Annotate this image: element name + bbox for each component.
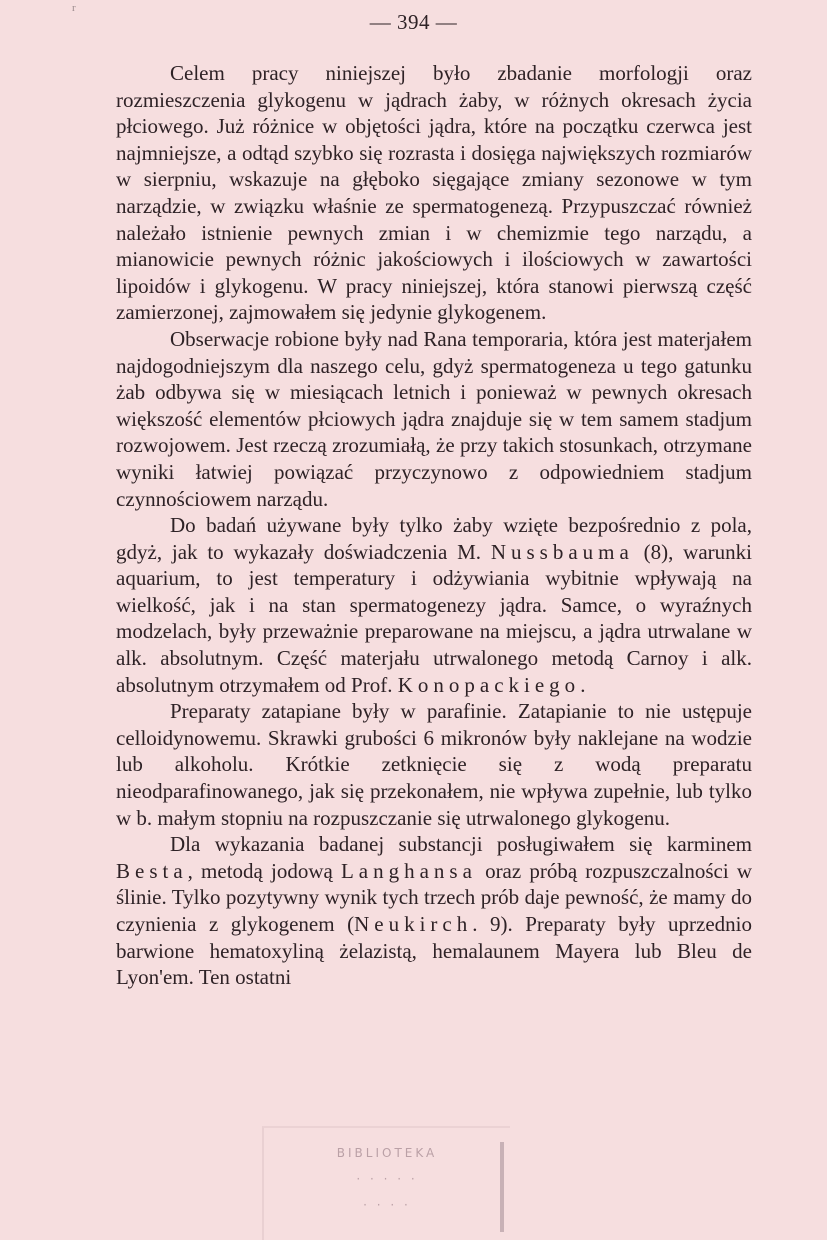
paragraph-5-text-d: . 9). Preparaty były uprzednio barwione hematoxyliną żelazistą, hemalaunem Mayera lub Bleu de Lyon'em. Ten ostatni [116, 912, 753, 990]
author-name-neukirch: Neukirch [354, 912, 473, 936]
paragraph-1: Celem pracy niniejszej było zbadanie morfologji oraz rozmieszczenia glykogenu w jądrach żaby, w różnych okresach życia płciowego. Już różnice w objętości jądra, które na początku czerwca jest najmniejsze, a odtąd szybko się rozrasta i dosięga największych rozmiarów w sierpniu, wskazuje na głęboko sięgające zmiany sezonowe w tym narządzie, w związku właśnie ze spermatogenezą. Przypuszczać również należało istnienie pewnych zmian i w chemizmie tego narządu, a mianowicie pewnych różnic jakościowych i ilościowych w zawartości lipoidów i glykogenu. W pracy niniejszej, która stanowi pierwszą część zamierzonej, zajmowałem się jedynie glykogenem. [116, 61, 752, 325]
author-name-nussbaum: Nussbauma [490, 539, 634, 564]
paragraph-3-text-c: . [580, 672, 586, 697]
paragraph-5-text-b: , metodą jodową [187, 858, 333, 883]
paragraph-3-text-b: (8), warunki aquarium, to jest temperatury i odżywiania wybitnie wpływają na wielkość, jak i na stan spermatogenezy jądra. Samce, o wyraźnych modzelach, były przeważnie preparowane na miejscu, a jądra utrwalane w alk. absolutnym. Część materjału utrwalonego metodą Carnoy i alk. absolutnym otrzymałem od Prof. [116, 539, 752, 697]
stamp-line-3: · · · · [363, 1198, 411, 1212]
stamp-line-1: BIBLIOTEKA [336, 1146, 438, 1160]
paragraph-3 [116, 512, 752, 698]
paragraph-4: Preparaty zatapiane były w parafinie. Zatapianie to nie ustępuje celloidynowemu. Skrawki grubości 6 mikronów były naklejane na wodzie lub alkoholu. Krótkie zetknięcie się z wodą preparatu nieodparafinowanego, jak się przekonałem, nie wpływa zupełnie, lub tylko w b. małym stopniu na rozpuszczanie się utrwalonego glykogenu. [116, 699, 752, 830]
page-corner-mark: r [72, 2, 76, 14]
stamp-line-2: · · · · · [356, 1172, 418, 1186]
paragraph-2: Obserwacje robione były nad Rana temporaria, która jest materjałem najdogodniejszym dla naszego celu, gdyż spermatogeneza u tego gatunku żab odbywa się w miesiącach letnich i ponieważ w pewnych okresach większość elementów płciowych jądra znajduje się w tem samem stadjum rozwojowem. Jest rzeczą zrozumiałą, że przy takich stosunkach, otrzymane wyniki łatwiej powiązać przyczynowo z odpowiedniem stadjum czynnościowem narządu. [116, 326, 752, 511]
paragraph-5-text-a: Dla wykazania badanej substancji posługiwałem się karminem [170, 832, 752, 857]
library-stamp [262, 1126, 510, 1240]
author-name-konopacki: Konopackiego [397, 672, 581, 697]
paragraph-5 [116, 831, 752, 991]
page-number: — 394 — [369, 10, 458, 34]
paragraph-3-text-a: Do badań używane były tylko żaby wzięte bezpośrednio z pola, gdyż, jak to wykazały doświadczenia M. [116, 513, 752, 564]
author-name-langhans: Langhansa [340, 858, 477, 883]
stamp-bar [500, 1142, 504, 1232]
author-name-best: Besta [116, 858, 188, 883]
article-body [116, 60, 752, 991]
paragraph-5-text-c: oraz próbą rozpuszczalności w ślinie. Tylko pozytywny wynik tych trzech prób daje pewność, że mamy do czynienia z glykogenem ( [116, 858, 753, 936]
